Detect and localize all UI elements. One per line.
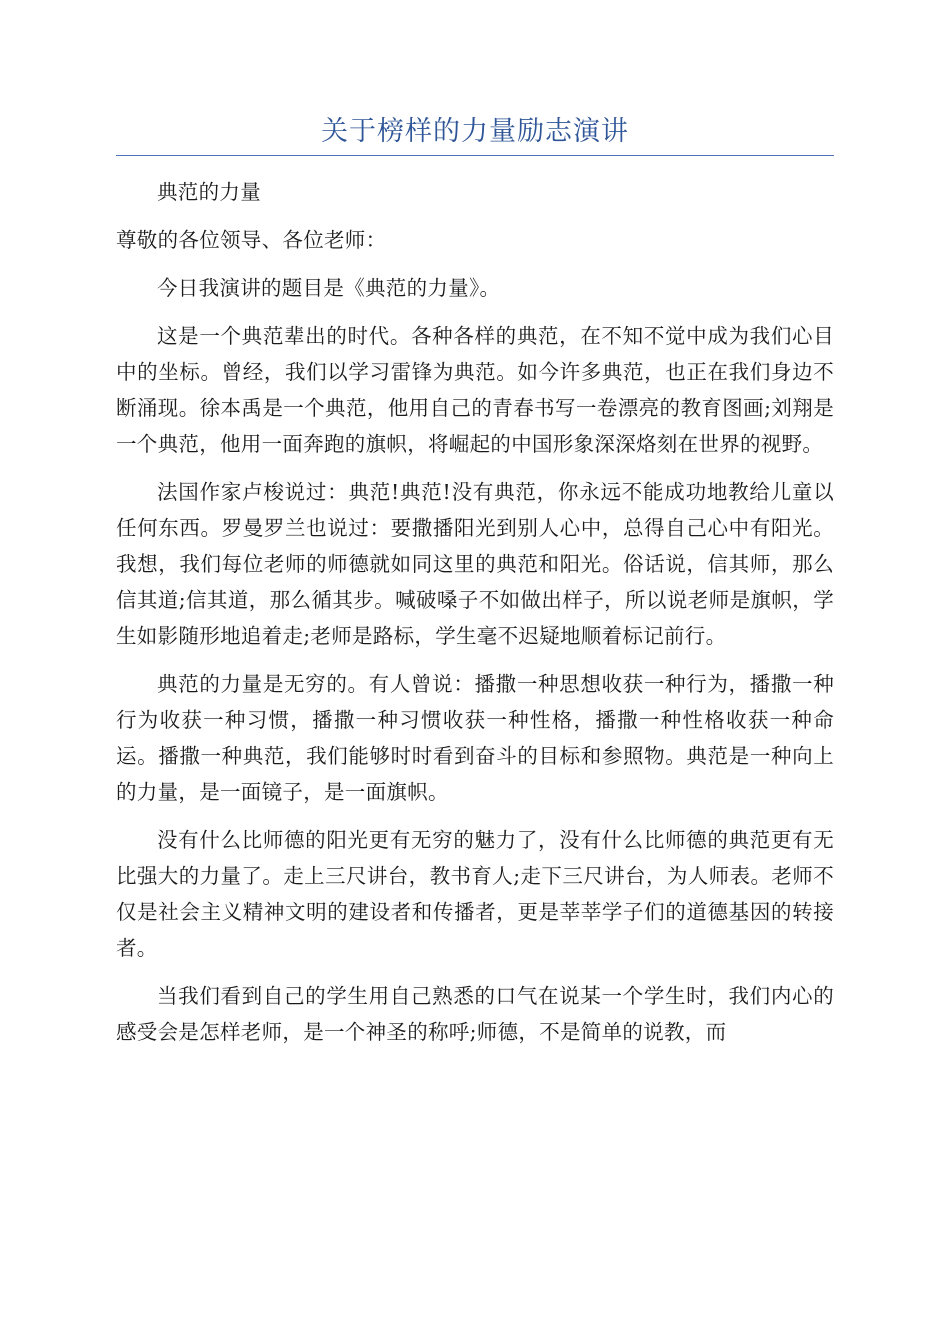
title-underline	[116, 155, 834, 156]
paragraph: 法国作家卢梭说过：典范!典范!没有典范，你永远不能成功地教给儿童以任何东西。罗曼罗兰也说过：要撒播阳光到别人心中，总得自己心中有阳光。我想，我们每位老师的师德就如同这里的典范和阳光。俗话说，信其师，那么信其道;信其道，那么循其步。喊破嗓子不如做出样子，所以说老师是旗帜，学生如影随形地追着走;老师是路标，学生毫不迟疑地顺着标记前行。	[116, 480, 834, 648]
paragraph: 没有什么比师德的阳光更有无穷的魅力了，没有什么比师德的典范更有无比强大的力量了。走上三尺讲台，教书育人;走下三尺讲台，为人师表。老师不仅是社会主义精神文明的建设者和传播者，更是莘莘学子们的道德基因的转接者。	[116, 828, 834, 960]
paragraph: 典范的力量是无穷的。有人曾说：播撒一种思想收获一种行为，播撒一种行为收获一种习惯，播撒一种习惯收获一种性格，播撒一种性格收获一种命运。播撒一种典范，我们能够时时看到奋斗的目标和参照物。典范是一种向上的力量，是一面镜子，是一面旗帜。	[116, 672, 834, 804]
paragraph: 这是一个典范辈出的时代。各种各样的典范，在不知不觉中成为我们心目中的坐标。曾经，我们以学习雷锋为典范。如今许多典范，也正在我们身边不断涌现。徐本禹是一个典范，他用自己的青春书写一卷漂亮的教育图画;刘翔是一个典范，他用一面奔跑的旗帜，将崛起的中国形象深深烙刻在世界的视野。	[116, 324, 834, 456]
document-title: 关于榜样的力量励志演讲	[321, 116, 629, 147]
paragraph-heading: 典范的力量	[157, 180, 261, 204]
document-body	[116, 174, 834, 1062]
paragraph: 今日我演讲的题目是《典范的力量》。	[157, 276, 501, 300]
paragraph-salutation: 尊敬的各位领导、各位老师：	[116, 228, 387, 252]
paragraph: 当我们看到自己的学生用自己熟悉的口气在说某一个学生时，我们内心的感受会是怎样老师，是一个神圣的称呼;师德，不是简单的说教，而	[116, 984, 834, 1044]
